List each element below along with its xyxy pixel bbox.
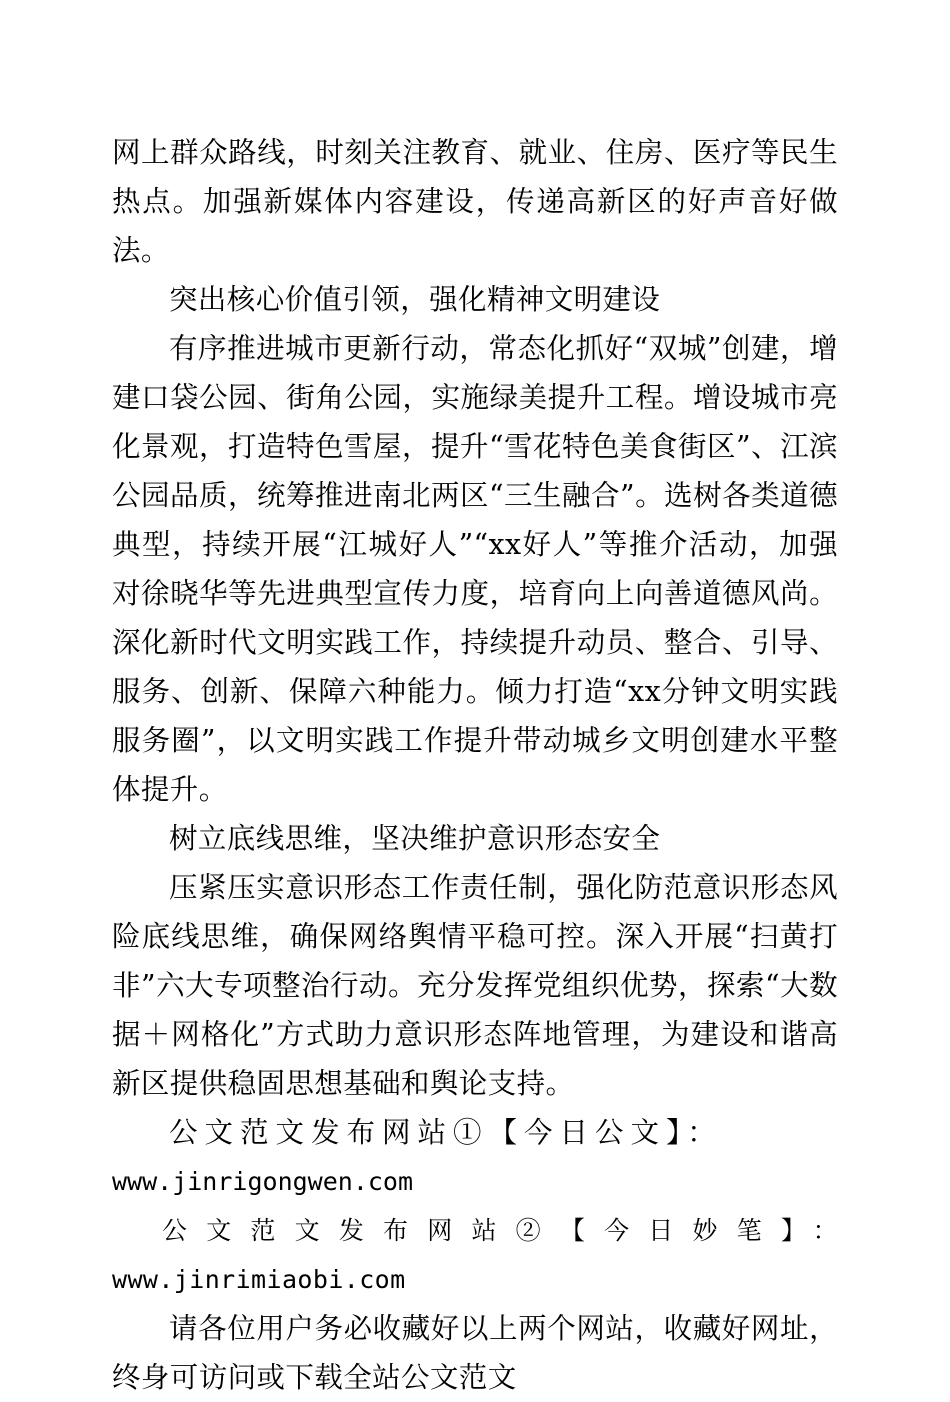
paragraph-ideology-security: 压紧压实意识形态工作责任制，强化防范意识形态风险底线思维，确保网络舆情平稳可控。深入开展“扫黄打非”六大专项整治行动。充分发挥党组织优势，探索“大数据＋网格化”方式助力意识形态阵地管理，为建设和谐高新区提供稳固思想基础和舆论支持。	[112, 871, 838, 1100]
promo-site1-label: 公文范文发布网站①【今日公文】：	[169, 1116, 723, 1149]
section-heading-core-values: 突出核心价值引领，强化精神文明建设	[169, 283, 661, 316]
section-heading-ideology: 树立底线思维，坚决维护意识形态安全	[169, 822, 661, 855]
document-body	[112, 128, 838, 1402]
promo-site2-line[interactable]: 公文范文发布网站②【今日妙笔】：www.jinrimiaobi.com	[112, 1216, 838, 1294]
paragraph-continued: 网上群众路线，时刻关注教育、就业、住房、医疗等民生热点。加强新媒体内容建设，传递高新区的好声音好做法。	[112, 136, 838, 267]
promo-site1-url[interactable]: www.jinrigongwen.com	[112, 1167, 414, 1196]
promo-note: 请各位用户务必收藏好以上两个网站，收藏好网址，终身可访问或下载全站公文范文	[112, 1312, 838, 1394]
paragraph-city-renewal: 有序推进城市更新行动，常态化抓好“双城”创建，增建口袋公园、街角公园，实施绿美提升工程。增设城市亮化景观，打造特色雪屋，提升“雪花特色美食街区”、江滨公园品质，统筹推进南北两区“三生融合”。选树各类道德典型，持续开展“江城好人”“xx好人”等推介活动，加强对徐晓华等先进典型宣传力度，培育向上向善道德风尚。深化新时代文明实践工作，持续提升动员、整合、引导、服务、创新、保障六种能力。倾力打造“xx分钟文明实践服务圈”，以文明实践工作提升带动城乡文明创建水平整体提升。	[112, 332, 838, 806]
